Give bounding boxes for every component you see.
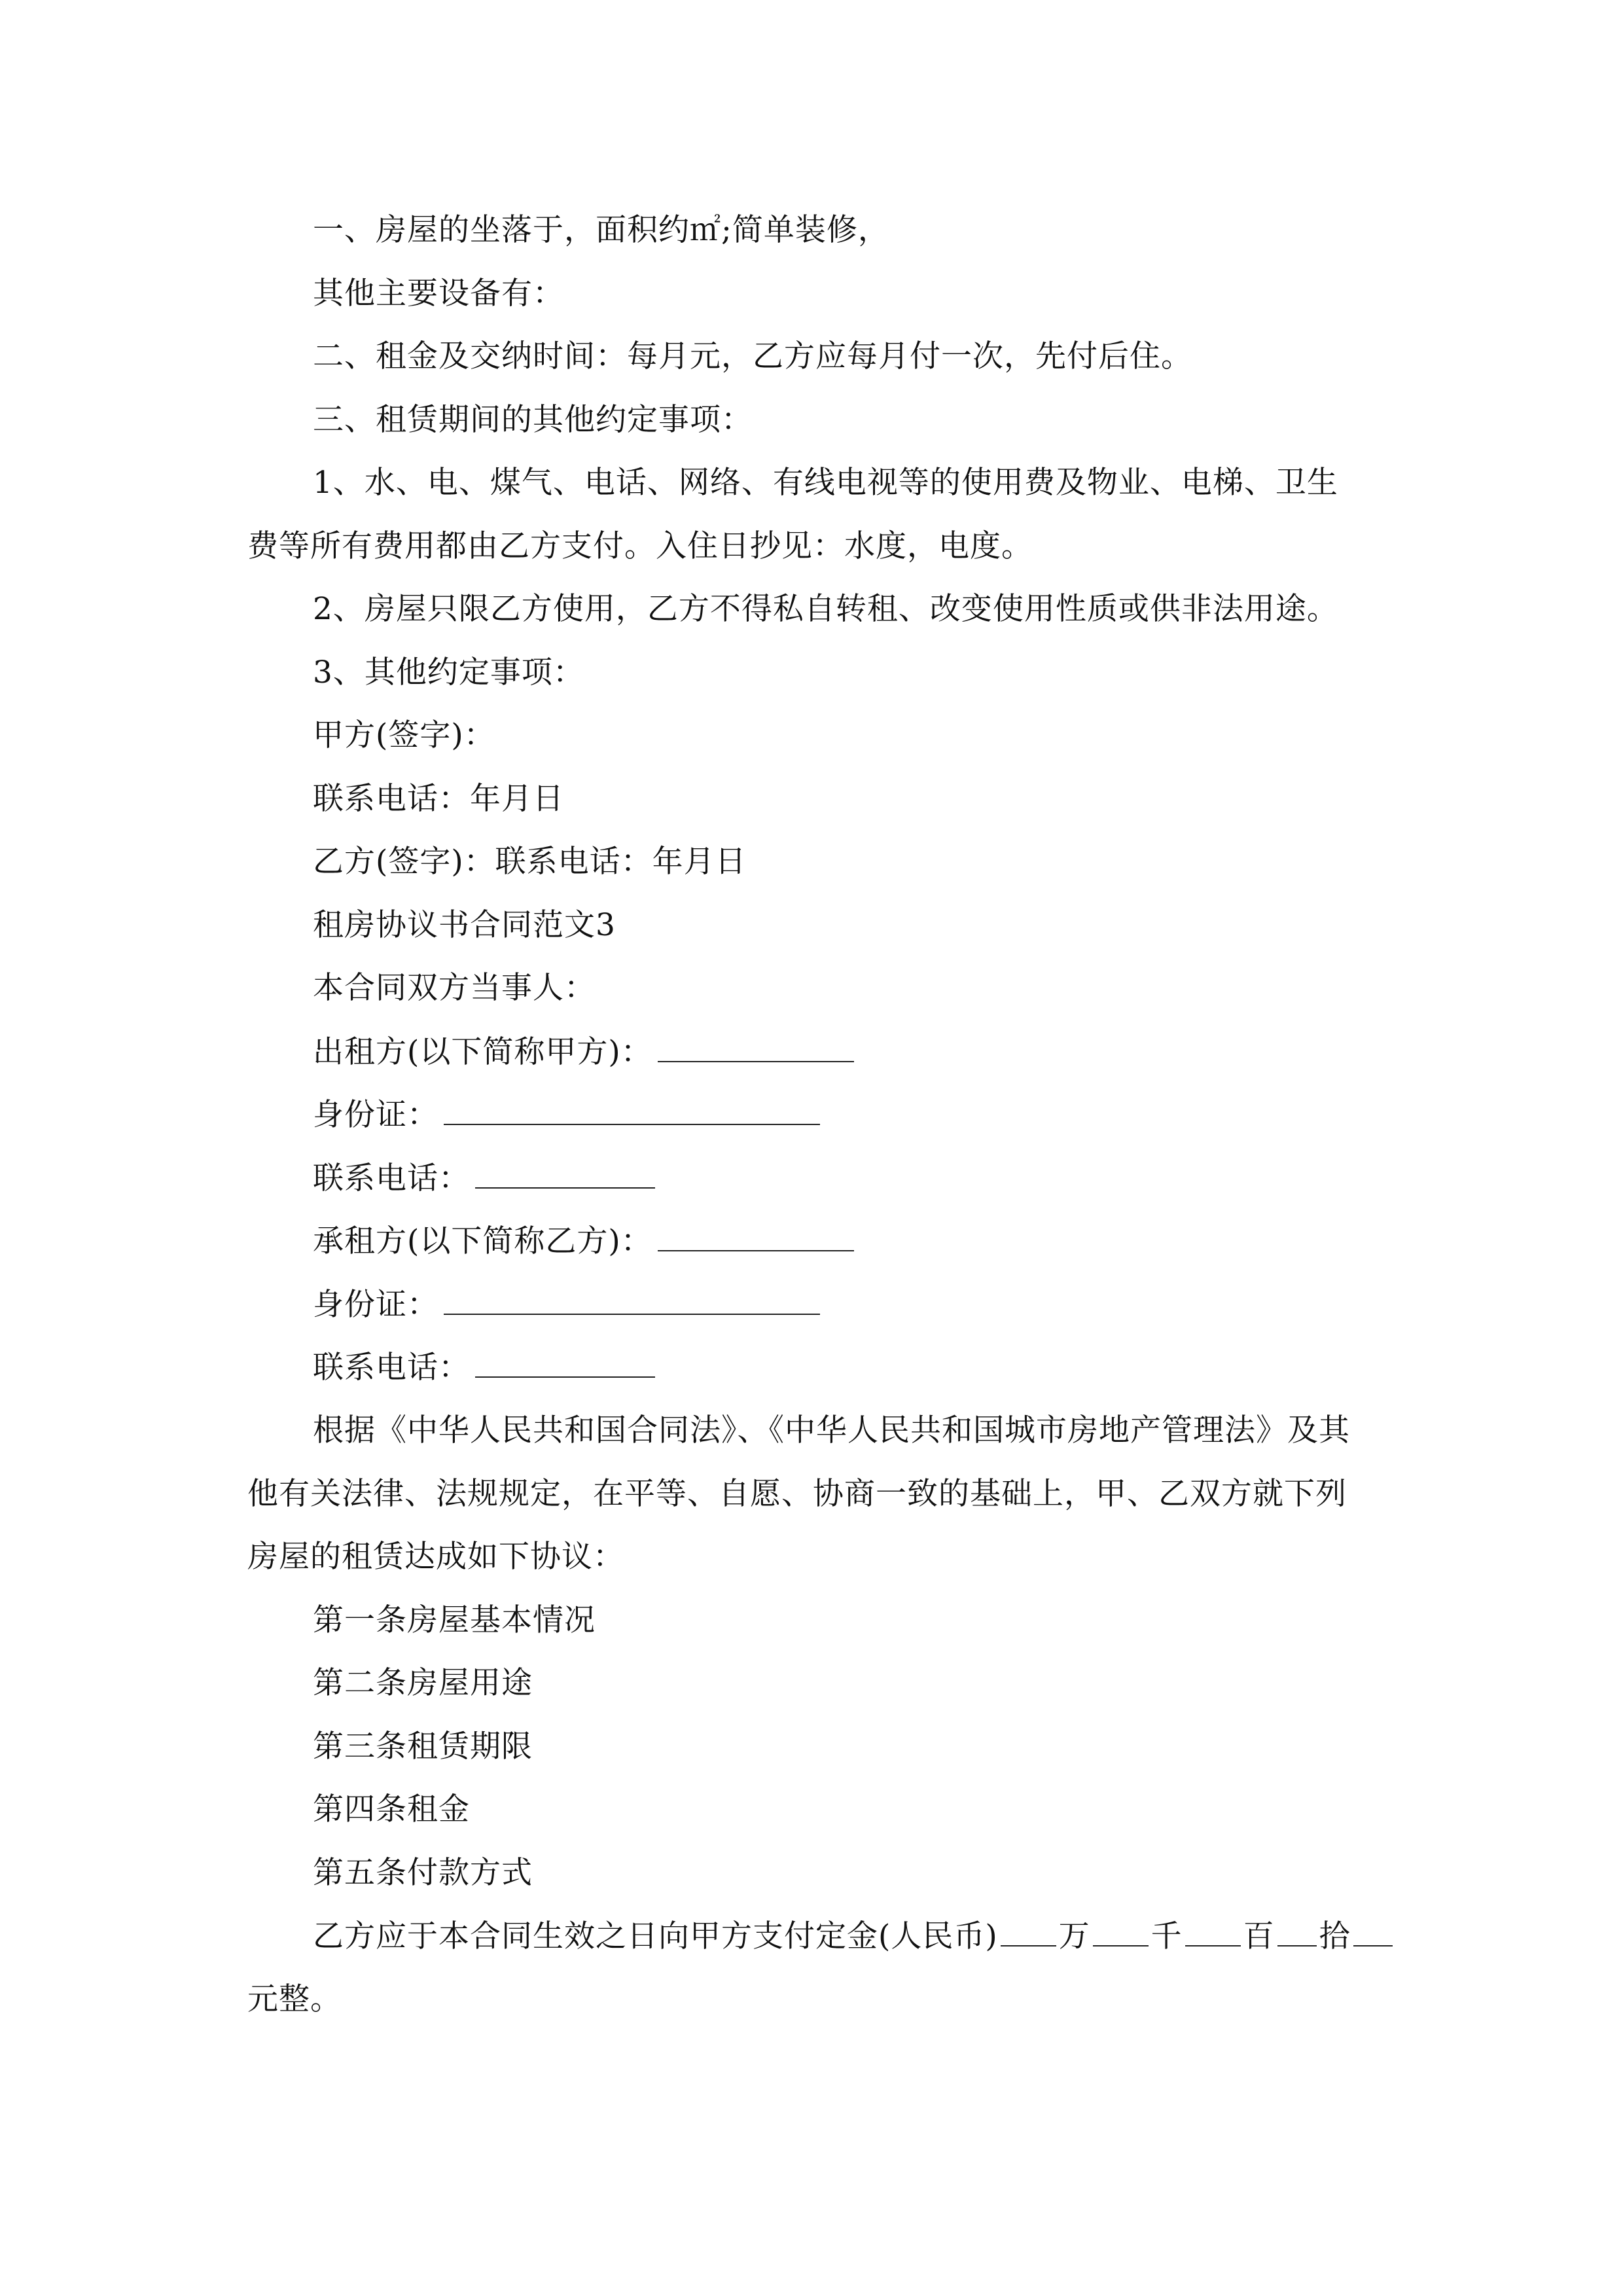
lessor-phone-blank[interactable] [475, 1158, 655, 1189]
party-a-signature: 甲方(签字)： [313, 717, 495, 753]
clause-3-1-line1: 1、水、电、煤气、电话、网络、有线电视等的使用费及物业、电梯、卫生 [313, 465, 1338, 501]
deposit-shi-blank[interactable] [1277, 1916, 1317, 1946]
section-title: 租房协议书合同范文3 [313, 907, 616, 943]
lessor-id-blank[interactable] [444, 1095, 820, 1125]
clause-1-location: 一、房屋的坐落于，面积约㎡;简单装修， [313, 212, 889, 248]
lessee-row [313, 1221, 1445, 1261]
party-a-contact: 联系电话：年月日 [313, 781, 564, 817]
party-b-signature: 乙方(签字)：联系电话：年月日 [313, 844, 747, 880]
lessee-phone-row [313, 1348, 1445, 1388]
clause-3-heading: 三、租赁期间的其他约定事项： [313, 402, 753, 438]
parties-intro: 本合同双方当事人： [313, 970, 596, 1006]
deposit-wan-blank[interactable] [1001, 1916, 1056, 1946]
lessee-id-blank[interactable] [444, 1285, 820, 1315]
deposit-line [313, 1916, 1445, 1956]
deposit-wan-unit: 万 [1058, 1918, 1090, 1954]
lessor-label: 出租方(以下简称甲方)： [313, 1034, 652, 1070]
article-5: 第五条付款方式 [313, 1855, 533, 1891]
lessee-label: 承租方(以下简称乙方)： [313, 1223, 652, 1259]
article-4: 第四条租金 [313, 1791, 470, 1827]
deposit-qian-blank[interactable] [1093, 1916, 1149, 1946]
legal-basis-line2: 他有关法律、法规规定，在平等、自愿、协商一致的基础上，甲、乙双方就下列 [247, 1476, 1347, 1512]
lessee-phone-blank[interactable] [475, 1348, 655, 1378]
deposit-shi-unit: 拾 [1319, 1918, 1351, 1954]
legal-basis-line3: 房屋的租赁达成如下协议： [247, 1539, 624, 1575]
lessor-phone-row [313, 1158, 1445, 1198]
lessee-id-label: 身份证： [313, 1287, 438, 1323]
deposit-line-end: 元整。 [247, 1981, 342, 2017]
lessee-id-row [313, 1285, 1445, 1325]
lessor-id-label: 身份证： [313, 1097, 438, 1133]
article-2: 第二条房屋用途 [313, 1665, 533, 1701]
lessor-id-row [313, 1095, 1445, 1135]
lessor-row [313, 1032, 1445, 1072]
lessor-blank[interactable] [658, 1032, 854, 1062]
clause-3-2: 2、房屋只限乙方使用，乙方不得私自转租、改变使用性质或供非法用途。 [313, 591, 1338, 627]
clause-2-rent: 二、租金及交纳时间：每月元，乙方应每月付一次，先付后住。 [313, 338, 1192, 374]
clause-3-1-line2: 费等所有费用都由乙方支付。入住日抄见：水度，电度。 [247, 528, 1033, 564]
article-3: 第三条租赁期限 [313, 1729, 533, 1765]
legal-basis-line1: 根据《中华人民共和国合同法》、《中华人民共和国城市房地产管理法》及其 [313, 1412, 1350, 1448]
deposit-qian-unit: 千 [1150, 1918, 1183, 1954]
article-1: 第一条房屋基本情况 [313, 1602, 596, 1638]
lessee-phone-label: 联系电话： [313, 1350, 470, 1386]
lessee-blank[interactable] [658, 1221, 854, 1251]
clause-3-3: 3、其他约定事项： [313, 655, 584, 691]
other-equipment: 其他主要设备有： [313, 276, 564, 312]
deposit-text: 乙方应于本合同生效之日向甲方支付定金(人民币) [313, 1918, 998, 1954]
deposit-yuan-blank[interactable] [1353, 1916, 1393, 1946]
lessor-phone-label: 联系电话： [313, 1160, 470, 1196]
deposit-bai-unit: 百 [1243, 1918, 1275, 1954]
deposit-bai-blank[interactable] [1185, 1916, 1241, 1946]
